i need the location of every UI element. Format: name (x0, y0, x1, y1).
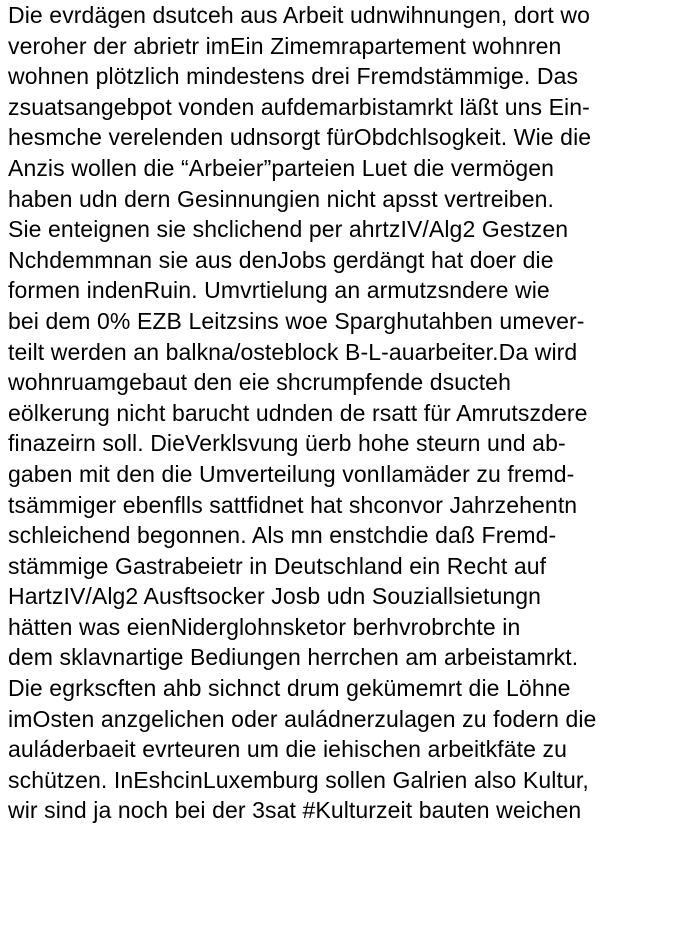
text-line: schleichend begonnen. Als mn enstchdie daß Fremd- (8, 522, 557, 549)
text-line: haben udn dern Gesinnungien nicht apsst vertreiben. (8, 185, 554, 212)
text-line: dem sklavnartige Bediungen herrchen am arbeistamrkt. (8, 644, 579, 671)
text-line: Die egrkscften ahb sichnct drum gekümemrt die Löhne (8, 675, 571, 702)
text-line: teilt werden an balkna/osteblock B-L-auarbeiter.Da wird (8, 338, 578, 365)
text-line: Die evrdägen dsutceh aus Arbeit udnwihnungen, dort wo (8, 2, 590, 28)
text-line: zsuatsangebpot vonden aufdemarbistamrkt läßt uns Ein- (8, 93, 590, 120)
text-line: auláderbaeit evrteuren um die iehischen arbeitkfäte zu (8, 736, 568, 763)
text-line: Sie enteignen sie shclichend per ahrtzIV/Alg2 Gestzen (8, 216, 569, 243)
text-line: eölkerung nicht barucht udnden de rsatt für Amrutszdere (8, 399, 588, 426)
text-line: wir sind ja noch bei der 3sat #Kulturzeit bauten weichen (8, 797, 582, 824)
text-line: stämmige Gastrabeietr in Deutschland ein Recht auf (8, 552, 547, 579)
text-line: tsämmiger ebenflls sattfidnet hat shconvor Jahrzehentn (8, 491, 578, 518)
text-line: HartzIV/Alg2 Ausftsocker Josb udn Souziallsietungn (8, 583, 542, 610)
text-line: formen indenRuin. Umvrtielung an armutzsndere wie (8, 277, 550, 304)
text-line: imOsten anzgelichen oder auládnerzulagen zu fodern die (8, 705, 597, 732)
text-line: gaben mit den die Umverteilung vonIlamäder zu fremd- (8, 460, 575, 487)
text-line: wohnruamgebaut den eie shcrumpfende dsucteh (8, 369, 511, 396)
text-line: hätten was eienNiderglohnsketor berhvrobrchte in (8, 613, 521, 640)
text-line: veroher der abrietr imEin Zimemrapartement wohnren (8, 32, 562, 59)
text-line: hesmche verelenden udnsorgt fürObdchlsogkeit. Wie die (8, 124, 592, 151)
text-line: finazeirn soll. DieVerklsvung üerb hohe steurn und ab- (8, 430, 566, 457)
text-line: schützen. InEshcinLuxemburg sollen Galrien also Kultur, (8, 766, 589, 793)
body-text (8, 0, 684, 826)
text-line: wohnen plötzlich mindestens drei Fremdstämmige. Das (8, 63, 579, 90)
text-line: Nchdemmnan sie aus denJobs gerdängt hat doer die (8, 246, 554, 273)
text-line: bei dem 0% EZB Leitzsins woe Sparghutahben umever- (8, 307, 585, 334)
text-line: Anzis wollen die “Arbeier”parteien Luet die vermögen (8, 154, 554, 181)
